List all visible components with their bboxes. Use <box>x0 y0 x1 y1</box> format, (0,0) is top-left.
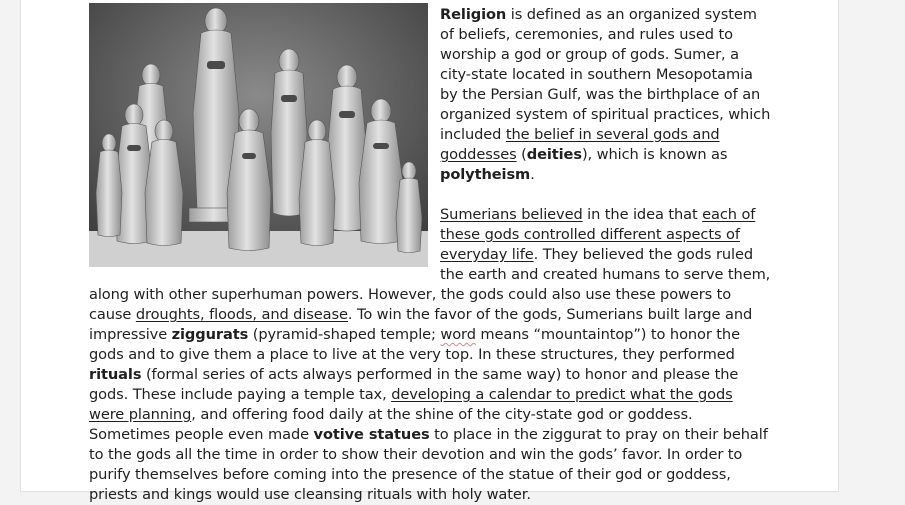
text-span: ), which is known as <box>581 146 728 163</box>
underlined-phrase: developing a calendar to predict what the gods were planning <box>89 386 733 423</box>
text-span: in the idea that <box>582 206 703 223</box>
votive-statues-photo <box>89 3 428 267</box>
text-span: means “mountaintop”) to honor the gods and to give them a place to live at the very top. In these structures, they performed <box>89 326 740 363</box>
underlined-phrase: each of these gods controlled different aspects of everyday life <box>440 206 756 263</box>
term-ziggurats: ziggurats <box>171 326 249 343</box>
term-religion: Religion <box>440 6 507 23</box>
term-votive-statues: votive statues <box>313 426 430 443</box>
text-span: , and offering food daily at the shine of the city-state god or goddess. Sometimes people even made <box>89 406 693 443</box>
term-polytheism: polytheism <box>440 166 531 183</box>
text-span: ( <box>516 146 527 163</box>
text-span: . To win the favor of the gods, Sumerians built large and impressive <box>89 306 753 343</box>
text-span: to place in the ziggurat to pray on their behalf to the gods all the time in order to show their devotion and win the gods’ favor. In order to purify themselves before coming into the presence of the statue of their god or goddess, priests and kings would use cleansing rituals with holy water. <box>89 426 768 503</box>
text-span: . <box>530 166 535 183</box>
underlined-phrase: the belief in several gods and goddesses <box>440 126 720 163</box>
spellcheck-word[interactable]: word <box>440 326 476 343</box>
term-deities: deities <box>526 146 582 163</box>
text-span: (pyramid-shaped temple; <box>248 326 441 343</box>
text-span: (formal series of acts always performed in the same way) to honor and please the gods. These include paying a temple tax, <box>89 366 739 403</box>
document-page <box>21 0 838 503</box>
underlined-phrase: Sumerians believed <box>440 206 583 223</box>
photograph-icon <box>89 3 428 267</box>
term-rituals: rituals <box>89 366 142 383</box>
document-body[interactable] <box>89 5 772 505</box>
underlined-phrase: droughts, floods, and disease <box>135 306 348 323</box>
text-span: . They believed the gods ruled the earth and created humans to serve them, along with other superhuman powers. However, the gods could also use these powers to cause <box>89 246 771 323</box>
text-span: is defined as an organized system of beliefs, ceremonies, and rules used to worship a god or group of gods. Sumer, a city-state located in southern Mesopotamia by the Persian Gulf, was the birthplace of an organized system of spiritual practices, which included <box>440 6 771 143</box>
